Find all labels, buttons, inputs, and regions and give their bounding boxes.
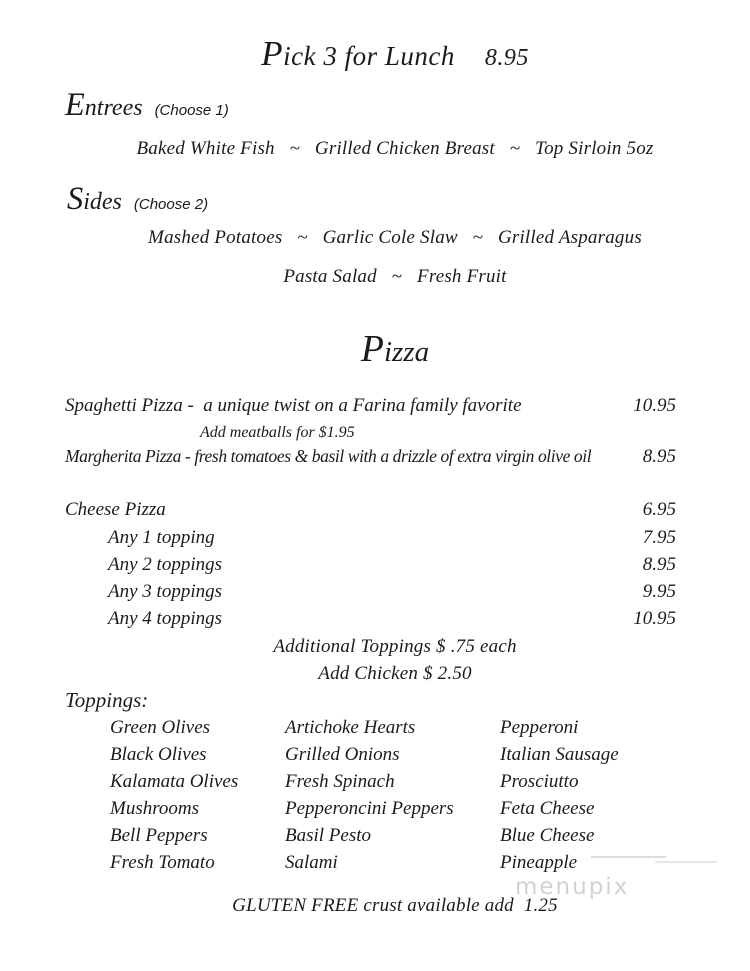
menu-item-row-spaghetti-pizza: [65, 396, 676, 417]
topping-item: Kalamata Olives: [110, 771, 239, 792]
item-name: Any 3 toppings: [108, 581, 222, 602]
topping-item: Bell Peppers: [110, 825, 208, 846]
item-price: 8.95: [642, 446, 676, 467]
topping-item: Feta Cheese: [500, 798, 595, 819]
entrees-heading-text: Entrees: [65, 87, 143, 123]
topping-item: Salami: [285, 852, 338, 873]
lunch-special-price: 8.95: [484, 45, 529, 71]
gluten-free-line: [40, 895, 750, 917]
topping-item: Artichoke Hearts: [285, 717, 416, 738]
pizza-heading-text: Pizza: [360, 328, 430, 370]
menu-item-row-1-topping: [65, 528, 676, 549]
sides-items-text2: Pasta Salad ~ Fresh Fruit: [283, 266, 507, 287]
scan-artifact-line: [591, 856, 666, 858]
item-price: 9.95: [642, 581, 676, 602]
topping-item: Basil Pesto: [285, 825, 372, 846]
toppings-grid: [110, 714, 619, 876]
item-price: 10.95: [633, 608, 676, 629]
topping-item: Pepperoni: [500, 717, 579, 738]
sides-items-text1: Mashed Potatoes ~ Garlic Cole Slaw ~ Grilled Asparagus: [148, 227, 642, 248]
topping-item: Green Olives: [110, 717, 211, 738]
menu-item-row-margherita-pizza: [65, 447, 676, 468]
entrees-heading: [65, 88, 229, 124]
add-chicken-line: [40, 663, 750, 685]
topping-item: Black Olives: [110, 744, 207, 765]
topping-item: Prosciutto: [500, 771, 579, 792]
item-price: 8.95: [642, 554, 676, 575]
menupix-watermark: menupix: [515, 874, 630, 900]
toppings-heading-text: Toppings:: [65, 688, 149, 712]
topping-item: Fresh Spinach: [285, 771, 395, 792]
subnote-text: Add meatballs for $1.95: [200, 424, 355, 441]
sides-items-line2: [40, 266, 750, 288]
menu-item-row-4-toppings: [65, 609, 676, 630]
menu-item-row-2-toppings: [65, 555, 676, 576]
item-name: Any 1 topping: [108, 527, 215, 548]
scan-artifact-line: [655, 861, 717, 863]
sides-heading: [67, 182, 208, 218]
toppings-heading: [65, 688, 148, 713]
topping-item: Grilled Onions: [285, 744, 400, 765]
entrees-choose-note: (Choose 1): [154, 102, 229, 119]
toppings-column-2: [285, 714, 500, 876]
spaghetti-pizza-subnote: [200, 424, 355, 442]
item-name: Any 4 toppings: [108, 608, 222, 629]
lunch-special-title: [40, 34, 750, 74]
menu-item-row-cheese-pizza: [65, 500, 676, 521]
item-price: 7.95: [642, 527, 676, 548]
toppings-column-1: [110, 714, 285, 876]
add-chicken-text: Add Chicken $ 2.50: [318, 663, 472, 684]
menu-item-row-3-toppings: [65, 582, 676, 603]
topping-item: Blue Cheese: [500, 825, 595, 846]
item-name: Margherita Pizza - fresh tomatoes & basil with a drizzle of extra virgin olive oil: [65, 446, 592, 466]
topping-item: Pineapple: [500, 852, 578, 873]
additional-toppings-line: [40, 636, 750, 658]
entrees-items-line: [40, 138, 750, 160]
topping-item: Italian Sausage: [500, 744, 619, 765]
item-name: Spaghetti Pizza - a unique twist on a Farina family favorite: [65, 395, 522, 416]
topping-item: Pepperoncini Peppers: [285, 798, 454, 819]
item-price: 10.95: [633, 395, 676, 416]
topping-item: Mushrooms: [110, 798, 200, 819]
gluten-free-text: GLUTEN FREE crust available add 1.25: [232, 895, 558, 916]
entrees-items-text: Baked White Fish ~ Grilled Chicken Breast ~ Top Sirloin 5oz: [136, 138, 654, 159]
sides-heading-text: Sides: [67, 181, 122, 217]
lunch-special-title-text: Pick 3 for Lunch: [261, 34, 455, 73]
item-name: Cheese Pizza: [65, 499, 166, 520]
item-price: 6.95: [642, 499, 676, 520]
toppings-column-3: [500, 714, 619, 876]
sides-items-line1: [40, 227, 750, 249]
additional-toppings-text: Additional Toppings $ .75 each: [273, 636, 517, 657]
pizza-section-heading: [40, 328, 750, 371]
topping-item: Fresh Tomato: [110, 852, 215, 873]
sides-choose-note: (Choose 2): [133, 196, 209, 213]
item-name: Any 2 toppings: [108, 554, 222, 575]
